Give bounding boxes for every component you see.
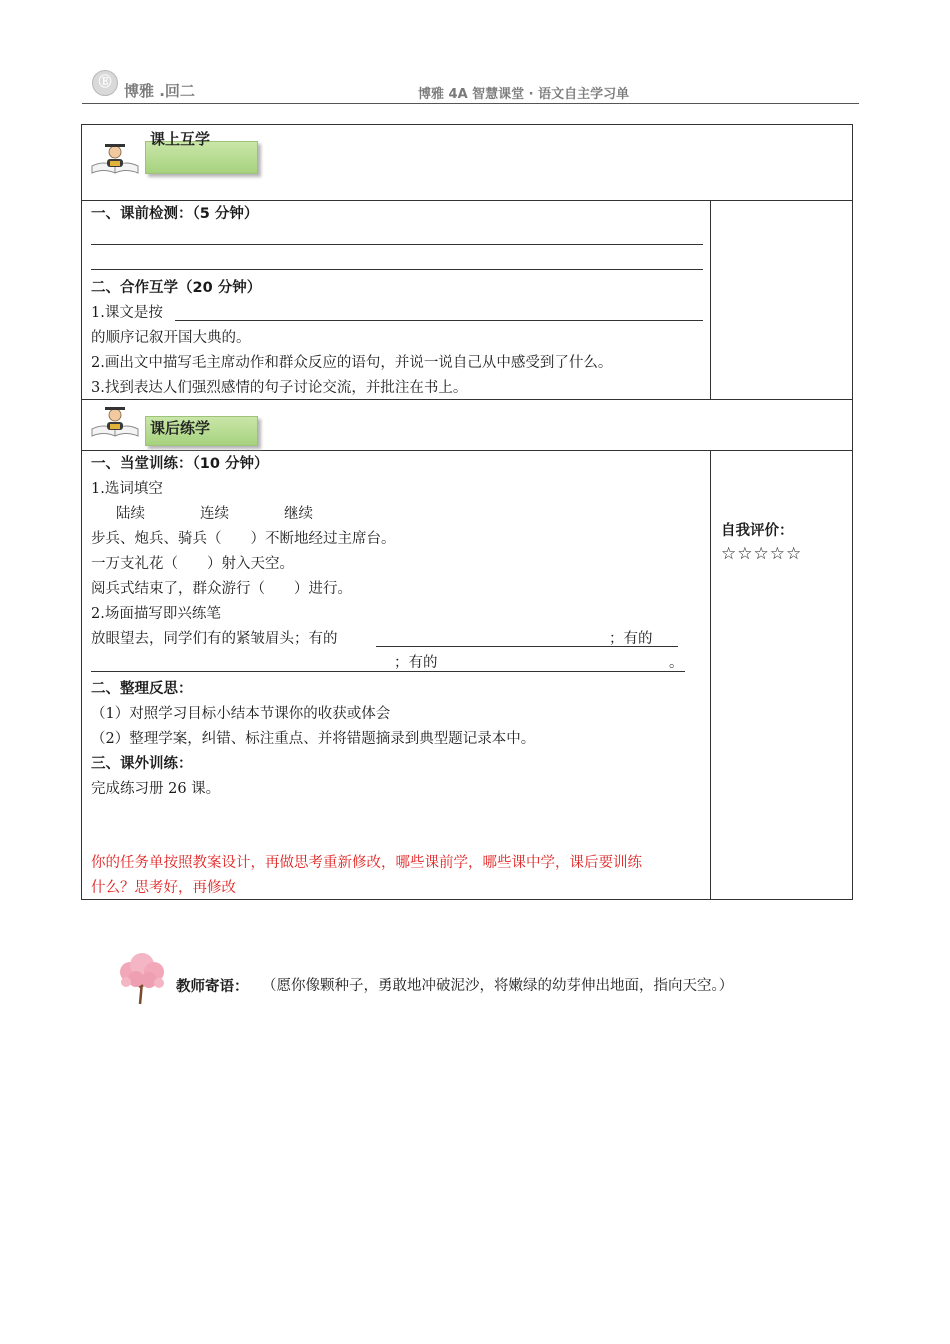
word-option: 继续 [284,506,313,522]
writing-prompt-connector: ；有的 [394,655,438,671]
column-divider-1 [710,200,711,399]
writing-prompt-connector: ；有的 [609,631,653,647]
writing-prompt-end: 。 [669,655,684,671]
revision-note: 你的任务单按照教案设计，再做思考重新修改，哪些课前学，哪些课中学，课后要训练 [91,855,642,871]
writing-prompt: 放眼望去，同学们有的紧皱眉头；有的 [91,631,338,647]
question-3: 3.找到表达人们强烈感情的句子讨论交流，并批注在书上。 [91,380,468,396]
row-divider-3 [81,450,853,451]
column-divider-2 [710,450,711,900]
revision-note: 什么？思考好，再修改 [91,880,236,896]
section-title: 课上互学 [150,130,211,148]
teacher-message-label: 教师寄语： [176,979,249,995]
question-1-prefix: 1.课文是按 [91,305,163,321]
exercise-1-title: 1.选词填空 [91,481,163,497]
answer-line[interactable] [91,671,685,672]
star-rating[interactable]: ☆☆☆☆☆ [721,544,803,564]
reflection-item: （2）整理学案，纠错、标注重点、并将错题摘录到典型题记录本中。 [91,731,536,747]
page-header-title: 博雅 4A 智慧课堂 · 语文自主学习单 [418,87,630,102]
row-divider-2 [81,399,853,400]
reflection-item: （1）对照学习目标小结本节课你的收获或体会 [91,706,391,722]
reflection-heading: 二、整理反思： [91,681,193,697]
question-1-suffix: 的顺序记叙开国大典的。 [91,330,251,346]
brand-logo-icon [92,70,118,96]
row-divider-1 [81,200,853,201]
section-title: 课后练学 [150,419,211,437]
answer-line[interactable] [91,269,703,270]
homework-heading: 三、课外训练： [91,756,193,772]
teacher-reading-icon [90,403,140,439]
brand-name: 博雅 .回二 [124,82,195,100]
self-evaluation-label: 自我评价： [721,523,794,539]
exercise-2-title: 2.场面描写即兴练笔 [91,606,221,622]
word-option: 陆续 [116,506,145,522]
header-divider [82,103,859,104]
answer-line[interactable] [175,320,703,321]
pre-check-heading: 一、课前检测：（5 分钟） [91,206,259,222]
teacher-message: （愿你像颗种子，勇敢地冲破泥沙，将嫩绿的幼芽伸出地面，指向天空。） [262,978,734,994]
blossom-tree-icon [114,952,169,1006]
fill-blank-sentence: 步兵、炮兵、骑兵（ ）不断地经过主席台。 [91,531,396,547]
cooperation-heading: 二、合作互学（20 分钟） [91,280,262,296]
in-class-training-heading: 一、当堂训练：（10 分钟） [91,456,269,472]
fill-blank-sentence: 一万支礼花（ ）射入天空。 [91,556,294,572]
homework-text: 完成练习册 26 课。 [91,781,221,797]
logo-glyph: Ⓔ [98,75,112,90]
answer-line[interactable] [91,244,703,245]
teacher-reading-icon [90,140,140,176]
fill-blank-sentence: 阅兵式结束了，群众游行（ ）进行。 [91,581,352,597]
word-option: 连续 [200,506,229,522]
question-2: 2.画出文中描写毛主席动作和群众反应的语句，并说一说自己从中感受到了什么。 [91,355,613,371]
